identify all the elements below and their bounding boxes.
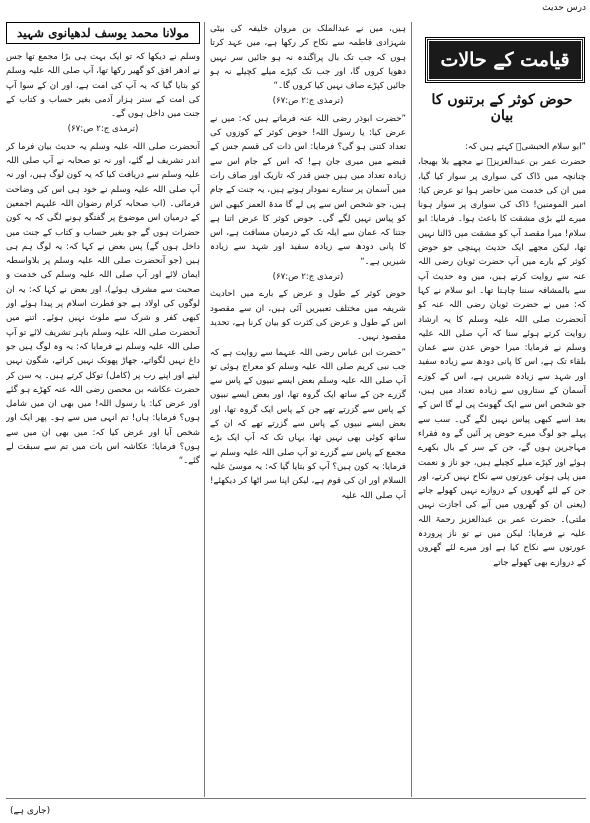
column-divider	[204, 22, 205, 797]
citation: (ترمذی ج:۲ ص:۶۷)	[272, 96, 344, 107]
paragraph: آنحضرت صلی اللہ علیہ وسلم یہ حدیث بیان فرما کر اندر تشریف لے گئے، اور نہ تو صحابہ نے آپ صلی اللہ علیہ وسلم سے دریافت کیا کہ یہ کون لوگ ہیں، اور نہ آپ صلی اللہ علیہ وسلم نے خود ہی اس کی وضاحت فرمائی۔ (اب صحابہ کرام رضوان اللہ علیہم اجمعین کے درمیان اس موضوع پر گفتگو ہونے لگی کہ یہ کون حضرات ہوں گے جو بغیر حساب و کتاب کے جنت میں داخل ہوں گے) پس بعض نے کہا کہ: یہ لوگ ہم ہی ہیں (جو آنحضرت صلی اللہ علیہ وسلم پر بلاواسطہ ایمان لائے اور آپ صلی اللہ علیہ وسلم کی خدمت و صحبت سے مشرف ہوئے)، اور بعض نے کہا کہ: یہ ان لوگوں کی اولاد ہے جو فطرت اسلام پر پیدا ہوئے اور کبھی کفر و شرک سے ملوث نہیں ہوئے۔ اتنے میں آنحضرت صلی اللہ علیہ وسلم باہر تشریف لائے تو آپ صلی اللہ علیہ وسلم نے فرمایا کہ: یہ وہ لوگ ہیں جو داغ نہیں لگواتے، جھاڑ پھونک نہیں کراتے، شگون نہیں لیتے اور اپنے رب پر (کامل) توکل کرتے ہیں۔ یہ سن کر حضرت عکاشہ بن محصن رضی اللہ عنہ کھڑے ہو گئے اور عرض کیا: یا رسول اللہ! میں بھی ان میں شامل ہوں؟ فرمایا: ہاں! تم انہی میں سے ہو۔ پھر ایک اور شخص آیا اور عرض کیا کہ: میں بھی ان میں سے ہوں؟ فرمایا: عکاشہ اس بات میں تم سے سبقت لے گئے۔“	[6, 141, 200, 467]
paragraph: حوض کوثر کے طول و عرض کے بارے میں احادیث شریفہ میں مختلف تعبیریں آئی ہیں، ان سے مقصود اس کے طول و عرض کی کثرت کو بیان کرنا ہے، تحدید مقصود نہیں۔	[210, 289, 406, 343]
author-byline: مولانا محمد یوسف لدھیانوی شہید	[6, 22, 200, 44]
paragraph: حضرت عمر بن عبدالعزیزؒ نے مجھے بلا بھیجا، چنانچہ میں ڈاک کی سواری پر سوار کیا گیا، میں ان کی خدمت میں حاضر ہوا تو عرض کیا: امیر المومنین! ڈاک کی سواری پر سوار ہونا میرے لئے بڑی مشقت کا باعث ہوا۔ فرمایا: ابو سلام! میرا مقصد آپ کو مشقت میں ڈالنا نہیں تھا، لیکن مجھے ایک حدیث پہنچی جو حوض کوثر کے بارے میں آپ حضرت ثوبان رضی اللہ عنہ سے روایت کرتے ہیں، میں وہ حدیث آپ سے بالمشافہ سننا چاہتا تھا۔ ابو سلام نے کہا کہ: میں نے حضرت ثوبان رضی اللہ عنہ کو آنحضرت صلی اللہ علیہ وسلم کا یہ ارشاد روایت کرتے ہوئے سنا کہ آپ صلی اللہ علیہ وسلم نے فرمایا: میرا حوض عدن سے عمان بلقاء تک ہے، اس کا پانی دودھ سے زیادہ سفید اور شہد سے زیادہ شیریں ہے، اس کے کوزے آسمان کے ستاروں سے زیادہ تعداد میں ہیں، جو شخص اس سے ایک گھونٹ پی لے گا اس کے بعد اسے کبھی پیاس نہیں لگے گی۔ سب سے پہلے جو لوگ میرے حوض پر آئیں گے وہ فقراء مہاجرین ہوں گے، جن کے سر کے بال بکھرے ہوئے اور کپڑے میلے کچیلے ہیں، جو ناز و نعمت میں پلی ہوئی عورتوں سے نکاح نہیں کرتے، اور جن کے لئے گھروں کے دروازے نہیں کھولے جاتے (یعنی ان کو گھروں میں آنے کی اجازت نہیں ملتی)۔ حضرت عمر بن عبدالعزیز رحمۃ اللہ علیہ نے فرمایا: لیکن میں نے تو ناز پروردہ عورتوں سے نکاح کیا ہے اور میرے لئے گھروں کے دروازے بھی کھولے جاتے	[418, 157, 586, 568]
text-column-left	[6, 50, 200, 790]
citation: (ترمذی ج:۲ ص:۶۷)	[272, 272, 344, 283]
footer-rule	[6, 798, 586, 799]
text-column-middle	[210, 22, 406, 792]
text-column-right	[418, 140, 586, 790]
paragraph: ہیں، میں نے عبدالملک بن مروان خلیفہ کی بیٹی شہزادی فاطمہ سے نکاح کر رکھا ہے، میں عہد کرتا ہوں کہ جب تک بال پراگندہ نہ ہو جائیں سر نہیں دھویا کروں گا، اور جب تک کپڑے میلے کچیلے نہ ہو جائیں کپڑے صاف نہیں کیا کروں گا۔“	[210, 24, 406, 92]
section-title: حوض کوثر کے برتنوں کا بیان	[431, 92, 573, 124]
column-title-banner: قیامت کے حالات	[426, 38, 584, 82]
continued-note: (جاری ہے)	[10, 806, 51, 816]
paragraph: وسلم نے دیکھا کہ تو ایک بہت ہی بڑا مجمع تھا جس نے ادھر افق کو گھیر رکھا تھا، آپ صلی اللہ علیہ وسلم کو بتایا گیا کہ یہ آپ کی امت ہے، اور ان کے سوا آپ کی امت کے ستر ہزار آدمی بغیر حساب و کتاب کے جنت میں داخل ہوں گے۔	[6, 52, 200, 120]
paragraph: ”ابو سلام الحبشیؒ کہتے ہیں کہ:	[464, 142, 586, 152]
paragraph: ”حضرت ابن عباس رضی اللہ عنہما سے روایت ہے کہ جب نبی کریم صلی اللہ علیہ وسلم کو معراج ہوئی تو آپ صلی اللہ علیہ وسلم بعض ایسے نبیوں کے پاس سے گزرے جن کے ساتھ ایک گروہ تھا، اور بعض ایسے نبیوں کے پاس سے گزرتے تھے جن کے پاس ایک گروہ تھا، اور بعض ایسے نبیوں کے پاس سے گزرتے تھے کہ ان کے ساتھ کوئی بھی نہیں تھا، یہاں تک کہ آپ ایک بڑے مجمع کے پاس سے گزرے تو آپ صلی اللہ علیہ وسلم نے فرمایا: یہ کون ہیں؟ آپ کو بتایا گیا کہ: یہ موسیٰ علیہ السلام اور ان کی قوم ہے، لیکن اپنا سر اٹھا کر دیکھئے! آپ صلی اللہ علیہ	[210, 347, 406, 501]
citation: (ترمذی ج:۲ ص:۶۷)	[67, 124, 139, 135]
column-divider	[411, 22, 412, 797]
paragraph: ”حضرت ابوذر رضی اللہ عنہ فرماتے ہیں کہ: میں نے عرض کیا: یا رسول اللہ! حوض کوثر کے کوزوں کی تعداد کتنی ہو گی؟ فرمایا: اس ذات کی قسم جس کے قبضے میں میری جان ہے! کہ اس کے جام اس سے زیادہ تعداد میں ہیں جس قدر کہ تاریک اور صاف رات میں آسمان پر ستارے نمودار ہوتے ہیں، یہ جنت کے جام ہیں، جو شخص اس سے پی لے گا مدۃ العمر کبھی اس کو پیاس نہیں لگے گی۔ حوض کوثر کا عرض اتنا ہے جتنا کہ عمان سے ایلہ تک کے درمیان مسافت ہے، اس کا پانی دودھ سے زیادہ سفید اور شہد سے زیادہ شیریں ہے۔“	[210, 113, 406, 267]
running-head: درس حدیث	[542, 3, 586, 13]
